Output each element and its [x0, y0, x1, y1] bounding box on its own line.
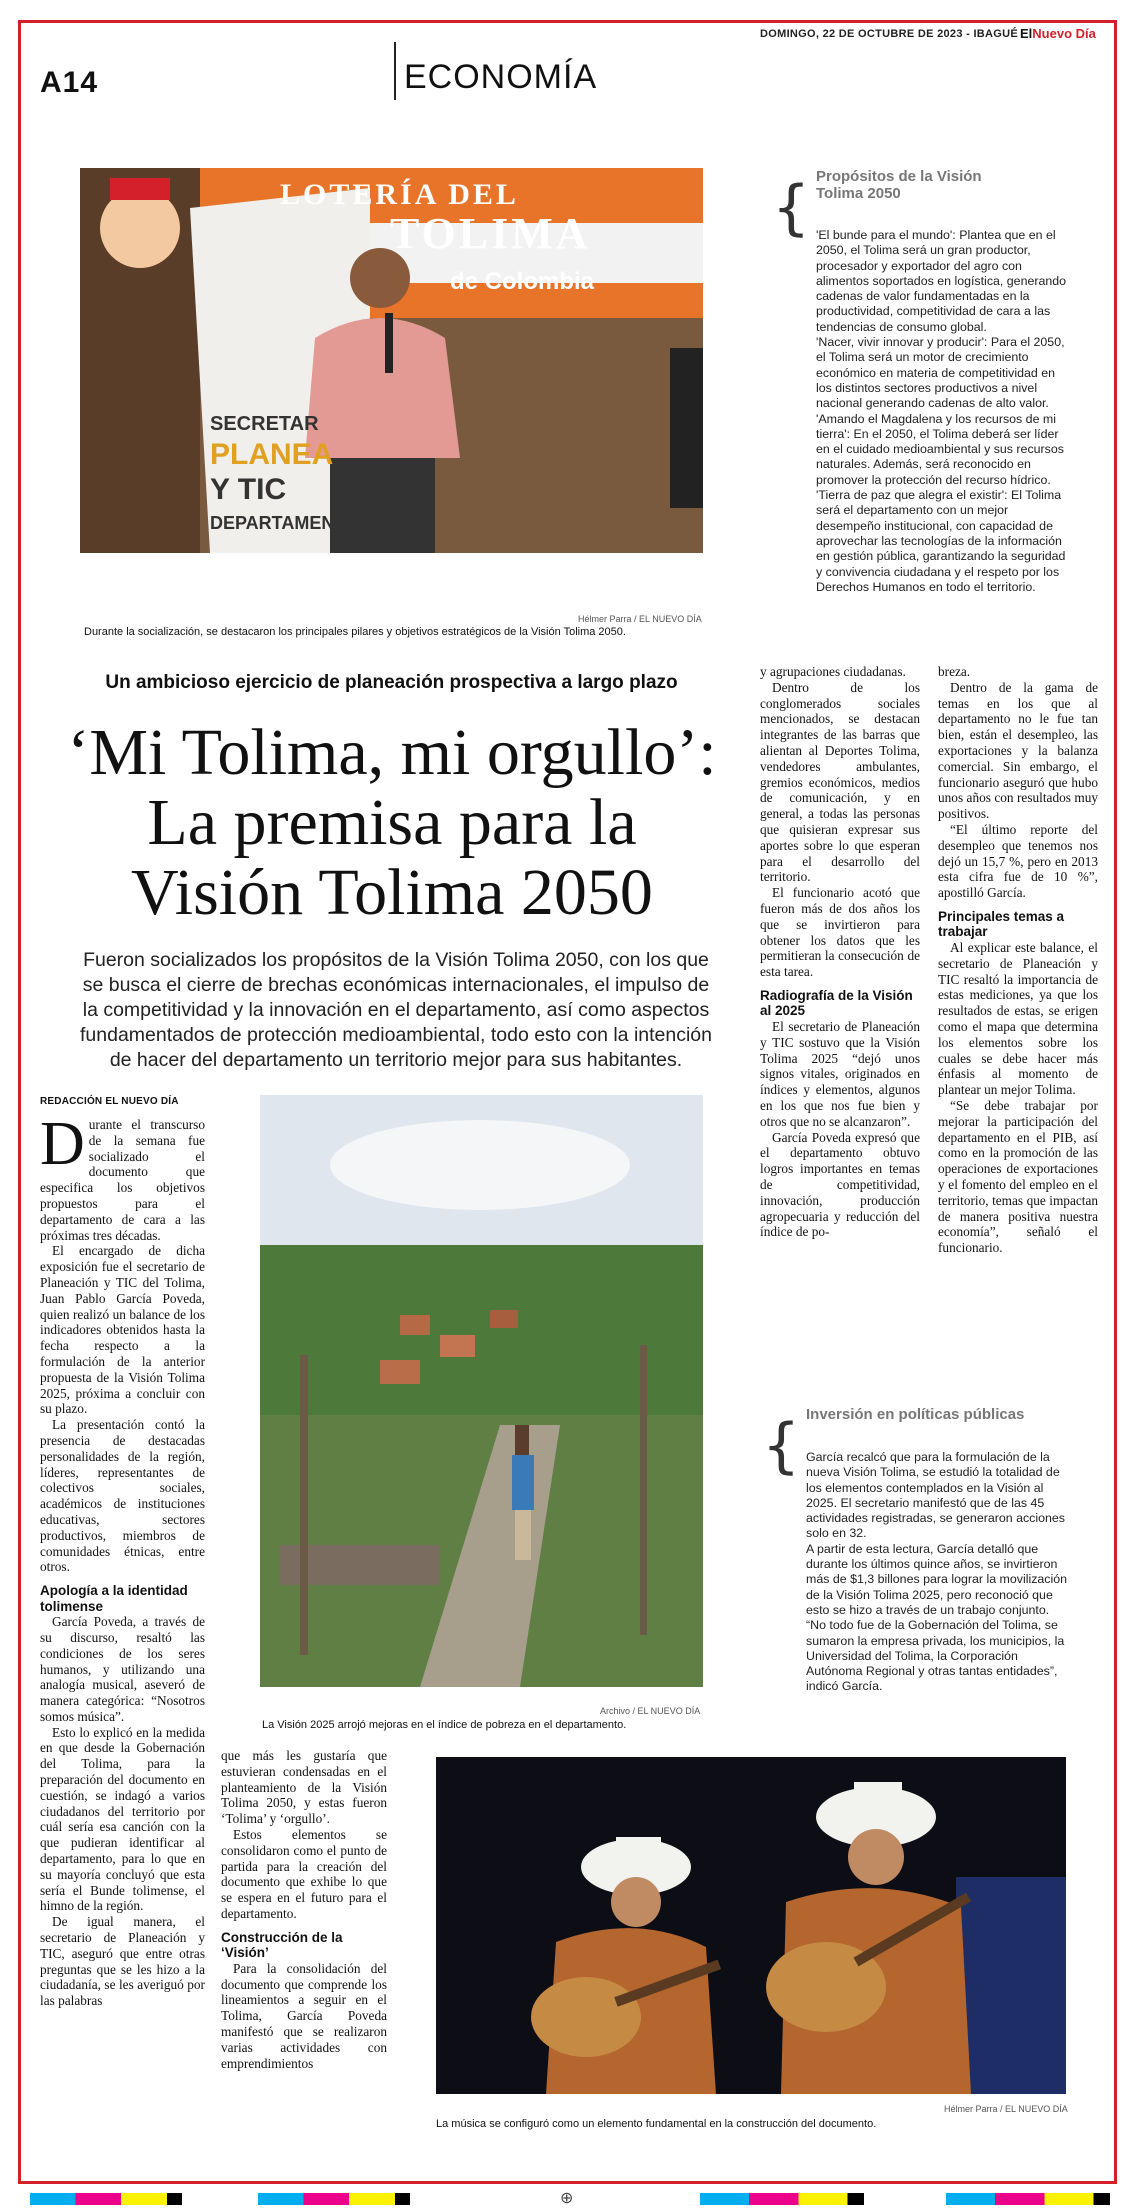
subheading-apologia: Apología a la identidad tolimense	[40, 1583, 188, 1614]
article-column-4	[938, 664, 1098, 1256]
article-column-2	[221, 1748, 387, 2071]
registration-mark-icon: ⊕	[560, 2190, 574, 2207]
dropcap: D	[40, 1110, 85, 1178]
sign-line3: Y TIC	[210, 473, 287, 506]
sidebox2-body	[806, 1450, 1068, 1695]
sidebox1-paragraph: 'Tierra de paz que alegra el existir': El Tolima será el departamento con un mejor desempeño institucional, con capacidad de aprovechar las tecnologías de la información en gestión pública, garantizando la seguridad y convivencia ciudadana y el respeto por los Derechos Humanos en todo el territorio.	[816, 488, 1066, 594]
sidebox1-paragraph: 'El bunde para el mundo': Plantea que en el 2050, el Tolima será un gran productor, procesador y exportador del agro con alimentos soportados en logística, generando cadenas de valor fundamentadas en la productividad, competitividad de cara a las tendencias de consumo global.	[816, 228, 1067, 334]
col3-paragraph: García Poveda expresó que el departamento obtuvo logros importantes en temas de competitividad, innovación, producción agropecuaria y reducción del índice de po-	[760, 1129, 920, 1240]
col2-paragraph: Para la consolidación del documento que comprende los lineamientos a seguir en el Tolima, García Poveda manifestó que se realizaron varias actividades con emprendimientos	[221, 1960, 387, 2071]
col1-paragraph: Esto lo explicó en la medida en que desde la Gobernación del Tolima, para la preparación del documento en cuestión, se indagó a varios ciudadanos del territorio por cuál sería esa canción con la que pudieran identificar al departamento, para lo que en su mayoría concluyó que esta sería el Bunde tolimense, el himno de la región.	[40, 1724, 205, 1914]
article-kicker: Un ambicioso ejercicio de planeación prospectiva a largo plazo	[105, 672, 678, 693]
col4-paragraph: “El último reporte del desempleo que tenemos nos dejó un 15,7 %, pero en 2013 esta cifra fue de 10 %”, apostilló García.	[938, 821, 1098, 901]
col4-paragraph: “Se debe trabajar por mejorar la participación del departamento en el PIB, así como en la promoción de las operaciones de exportaciones y el fomento del empleo en el territorio, temas que impactan de manera positiva nuestra economía”, señaló el funcionario.	[938, 1097, 1098, 1256]
dateline: DOMINGO, 22 DE OCTUBRE DE 2023 - IBAGUÉ	[760, 28, 1019, 40]
col3-paragraph: El funcionario acotó que fueron más de dos años los que se invirtieron para obtener los datos que les permitieran la consecución de esta tarea.	[760, 885, 920, 980]
col1-first-paragraph: urante el transcurso de la semana fue socializado el documento que especifica los objetivos propuestos para el departamento de cara a las próximas tres décadas.	[40, 1117, 205, 1243]
headline-line3: Visión Tolima 2050	[131, 856, 653, 929]
sidebox1-paragraph: 'Amando el Magdalena y los recursos de mi tierra': En el 2050, el Tolima deberá ser líder en el cuidado medioambiental y sus recursos naturales. Además, será reconocido en promover la protección del recurso hídrico.	[816, 411, 1064, 487]
middle-photo-caption: La Visión 2025 arrojó mejoras en el índice de pobreza en el departamento.	[262, 1719, 627, 1731]
print-color-bar-left	[30, 2193, 410, 2205]
brace-icon: {	[762, 1411, 801, 1481]
sidebox1-title: Propósitos de la Visión Tolima 2050	[816, 168, 982, 202]
top-photo	[80, 168, 703, 553]
banner-line1: LOTERÍA DEL	[280, 178, 519, 211]
col1-paragraph: La presentación contó la presencia de destacadas personalidades de la región, líderes, representantes de colectivos sociales, académicos de instituciones educativas, sectores productivos, miembros de comunidades étnicas, entre otros.	[40, 1417, 205, 1575]
middle-photo-illustration	[260, 1095, 703, 1687]
headline-line1: ‘Mi Tolima, mi orgullo’:	[67, 716, 717, 789]
headline-line2: La premisa para la	[147, 786, 637, 859]
col2-paragraph: que más les gustaría que estuvieran condensadas en el planteamiento de la Visión Tolima 2050, y estas fueron ‘Tolima’ y ‘orgullo’.	[221, 1748, 387, 1827]
top-photo-credit: Hélmer Parra / EL NUEVO DÍA	[578, 614, 702, 624]
subheading-radiografia: Radiografía de la Visión al 2025	[760, 987, 913, 1019]
col1-paragraph: El encargado de dicha exposición fue el secretario de Planeación y TIC del Tolima, Juan Pablo García Poveda, quien realizó un balance de los indicadores obtenidos hasta la fecha respecto a la formulación de la anterior propuesta de la Visión Tolima 2025, próxima a concluir con su plazo.	[40, 1243, 205, 1417]
sign-line1: SECRETAR	[210, 413, 319, 435]
bottom-photo-caption: La música se configuró como un elemento fundamental en la construcción del documento.	[436, 2118, 877, 2130]
print-color-bar-right	[700, 2193, 1110, 2205]
page-number: A14	[40, 66, 99, 99]
sidebox2-paragraph: “No todo fue de la Gobernación del Tolima, se sumaron la empresa privada, los municipios, la Universidad del Tolima, la Corporación Autónoma Regional y otras tantas entidades”, indicó García.	[806, 1618, 1065, 1694]
middle-photo	[260, 1095, 703, 1687]
sidebox2-paragraph: García recalcó que para la formulación de la nueva Visión Tolima, se estudió la totalidad de los elementos contemplados en la Visión al 2025. El secretario manifestó que de las 45 actividades registradas, se generaron acciones solo en 32.	[806, 1450, 1065, 1541]
sidebox2-title: Inversión en políticas públicas	[806, 1406, 1025, 1423]
brand-prefix: El	[1020, 26, 1033, 41]
col3-paragraph: Dentro de los conglomerados sociales mencionados, se destacan integrantes de las barras que alientan al Deportes Tolima, vendedores ambulantes, gremios económicos, medios de comunicación, y en general, a todas las personas que quisieran expresar sus aportes sobre lo que esperan para el desarrollo del territorio.	[760, 679, 920, 885]
middle-photo-credit: Archivo / EL NUEVO DÍA	[600, 1706, 701, 1716]
col3-paragraph: El secretario de Planeación y TIC sostuvo que la Visión Tolima 2025 “dejó unos signos vitales, originados en índices y elementos, algunos en los que nos fue bien y otros que no se alcanzaron”.	[760, 1018, 920, 1129]
brand-logo	[1020, 26, 1096, 41]
col1-paragraph: García Poveda, a través de su discurso, resaltó las condiciones de los seres humanos, y utilizando una analogía musical, aseveró de manera categórica: “Nosotros somos música”.	[40, 1614, 205, 1724]
article-column-1	[40, 1110, 205, 2009]
byline: REDACCIÓN EL NUEVO DÍA	[40, 1096, 179, 1107]
brand-name: Nuevo Día	[1032, 26, 1096, 41]
bottom-photo	[436, 1757, 1066, 2094]
bottom-photo-illustration	[436, 1757, 1066, 2094]
top-photo-caption: Durante la socialización, se destacaron los principales pilares y objetivos estratégicos de la Visión Tolima 2050.	[84, 626, 626, 638]
article-lead: Fueron socializados los propósitos de la Visión Tolima 2050, con los que se busca el cierre de brechas económicas internacionales, el impulso de la competitividad y la innovación en el departamento, así como aspectos fundamentados de protección medioambiental, todo esto con la intención de hacer del departamento un territorio mejor para sus habitantes.	[80, 949, 712, 1071]
sidebox1-paragraph: 'Nacer, vivir innovar y producir': Para el 2050, el Tolima será un motor de crecimiento económico en materia de competitividad en los distintos sectores productivos a nivel nacional generando cadenas de alto valor.	[816, 335, 1065, 411]
article-column-3	[760, 664, 920, 1240]
col4-paragraph: breza.	[938, 664, 971, 679]
col4-paragraph: Dentro de la gama de temas en los que al departamento no le fue tan bien, están el desempleo, las exportaciones y la balanza comercial. Sin embargo, el funcionario aseguró que hubo unos años con resultados muy positivos.	[938, 679, 1098, 822]
col1-paragraph: De igual manera, el secretario de Planeación y TIC, aseguró que entre otras preguntas que se les hizo a la ciudadanía, se les averiguó por las palabras	[40, 1914, 205, 2009]
col3-paragraph: y agrupaciones ciudadanas.	[760, 664, 906, 679]
article-headline	[52, 718, 732, 928]
subheading-principales: Principales temas a trabajar	[938, 908, 1065, 940]
header-divider	[394, 42, 396, 100]
bottom-photo-credit: Hélmer Parra / EL NUEVO DÍA	[944, 2104, 1068, 2114]
section-title: ECONOMÍA	[404, 58, 598, 96]
banner-line3: de Colombia	[450, 268, 595, 295]
sign-line4: DEPARTAMEN	[210, 513, 335, 533]
col2-paragraph: Estos elementos se consolidaron como el punto de partida para la creación del documento que exhibe lo que se espera en el futuro para el departamento.	[221, 1826, 387, 1921]
sign-line2: PLANEA	[210, 438, 334, 471]
sidebox1-body	[816, 228, 1072, 595]
banner-line2: TOLIMA	[390, 209, 591, 258]
sidebox2-paragraph: A partir de esta lectura, García detalló que durante los últimos quince años, se invirtieron más de $1,3 billones para lograr la movilización de la Visión Tolima 2025, pero reconoció que esto se hizo a través de un trabajo conjunto.	[806, 1541, 1068, 1617]
subheading-construccion: Construcción de la ‘Visión’	[221, 1929, 343, 1961]
brace-icon: {	[772, 173, 811, 243]
col4-paragraph: Al explicar este balance, el secretario de Planeación y TIC resaltó la importancia de estas mediciones, ya que los resultados de estas, se erigen como el mapa que determina los elementos sobre los cuales se debe hacer más énfasis al momento de plantear un mejor Tolima.	[938, 939, 1098, 1098]
